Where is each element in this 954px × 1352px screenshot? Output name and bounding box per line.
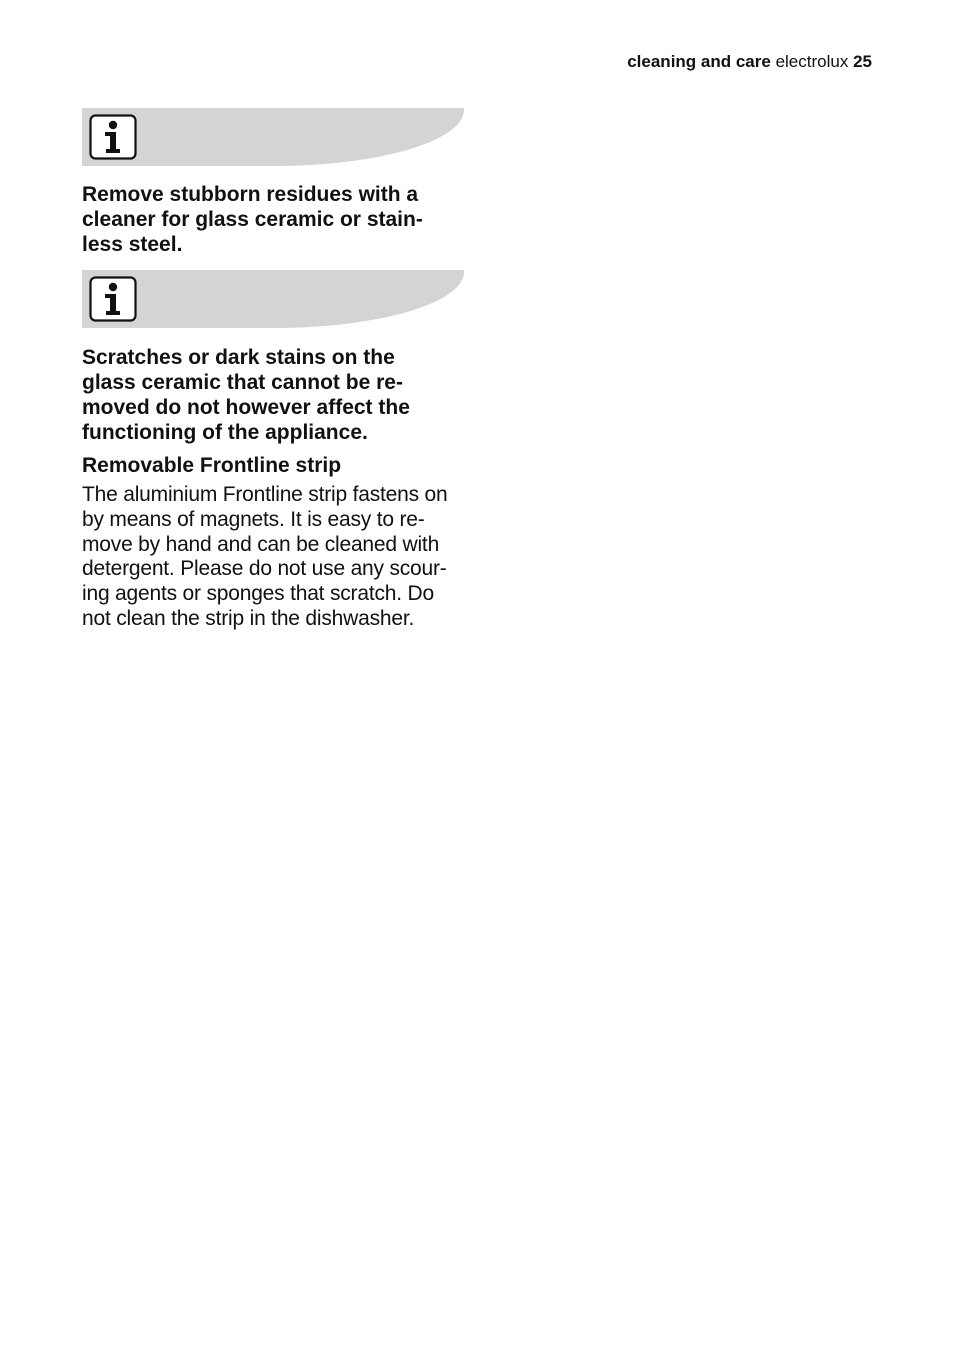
page-header [627, 52, 872, 72]
note-line: less steel. [82, 233, 183, 256]
note-text [82, 345, 466, 445]
section-body [82, 483, 466, 632]
body-line: not clean the strip in the dishwasher. [82, 606, 415, 630]
frontline-section [82, 453, 466, 632]
section-heading: Removable Frontline strip [82, 454, 342, 477]
note-line: functioning of the appliance. [82, 421, 368, 444]
note-1 [82, 182, 466, 257]
brand-name: electrolux [775, 52, 849, 71]
info-icon [89, 276, 137, 322]
page-number: 25 [853, 52, 872, 71]
note-line: Scratches or dark stains on the [82, 346, 395, 369]
note-line: moved do not however affect the [82, 396, 410, 419]
info-banner [82, 270, 464, 328]
info-banner [82, 108, 464, 166]
note-line: cleaner for glass ceramic or stain- [82, 208, 423, 231]
note-line: Remove stubborn residues with a [82, 183, 419, 206]
body-line: by means of magnets. It is easy to re- [82, 507, 425, 531]
body-line: move by hand and can be cleaned with [82, 532, 440, 556]
note-line: glass ceramic that cannot be re- [82, 371, 403, 394]
section-title: cleaning and care [627, 52, 771, 71]
note-text [82, 182, 466, 257]
body-line: ing agents or sponges that scratch. Do [82, 582, 434, 606]
info-banner-1 [82, 108, 466, 166]
info-icon [89, 114, 137, 160]
note-2 [82, 345, 466, 445]
info-banner-2 [82, 270, 466, 328]
body-line: The aluminium Frontline strip fastens on [82, 483, 448, 506]
body-line: detergent. Please do not use any scour- [82, 557, 447, 581]
